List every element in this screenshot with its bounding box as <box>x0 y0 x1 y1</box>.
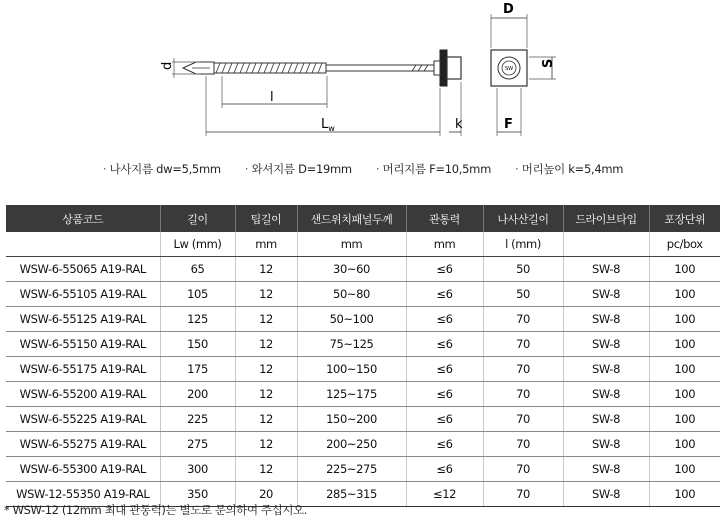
header-tip-length: 팁길이 <box>235 205 297 232</box>
spec-head-diameter: · 머리지름 F=10,5mm <box>376 161 491 181</box>
footnote: * WSW-12 (12mm 최대 관통력)는 별도로 문의하여 주십시오. <box>4 503 308 517</box>
table-cell: ≤6 <box>406 307 483 332</box>
table-cell: 70 <box>483 432 563 457</box>
table-cell: 100~150 <box>297 357 406 382</box>
table-cell: SW-8 <box>563 457 649 482</box>
unit-cell: Lw (mm) <box>160 232 235 257</box>
spec-washer-diameter: · 와셔지름 D=19mm <box>245 161 352 181</box>
table-cell: 100 <box>649 407 720 432</box>
table-cell: 70 <box>483 457 563 482</box>
table-cell: 175 <box>160 357 235 382</box>
table-cell: WSW-6-55150 A19-RAL <box>6 332 160 357</box>
unit-cell: pc/box <box>649 232 720 257</box>
table-cell: 70 <box>483 307 563 332</box>
header-length: 길이 <box>160 205 235 232</box>
table-cell: WSW-6-55300 A19-RAL <box>6 457 160 482</box>
table-cell: ≤6 <box>406 407 483 432</box>
table-cell: 100 <box>649 457 720 482</box>
table-cell: 100 <box>649 257 720 282</box>
table-cell: 50~80 <box>297 282 406 307</box>
table-cell: 200~250 <box>297 432 406 457</box>
table-cell: 70 <box>483 482 563 507</box>
table-cell: 70 <box>483 407 563 432</box>
table-cell: WSW-6-55065 A19-RAL <box>6 257 160 282</box>
table-cell: SW-8 <box>563 307 649 332</box>
units-row <box>6 232 720 257</box>
screw-thread <box>214 63 326 73</box>
table-cell: 12 <box>235 257 297 282</box>
table-cell: 50~100 <box>297 307 406 332</box>
table-cell: 100 <box>649 357 720 382</box>
table-cell: ≤6 <box>406 282 483 307</box>
product-table <box>6 205 720 507</box>
washer <box>440 50 447 86</box>
table-cell: 225~275 <box>297 457 406 482</box>
table-cell: SW-8 <box>563 332 649 357</box>
table-cell: 105 <box>160 282 235 307</box>
label-l: l <box>270 90 274 105</box>
table-cell: WSW-6-55125 A19-RAL <box>6 307 160 332</box>
label-socket: SW <box>504 66 514 72</box>
table-row <box>6 382 720 407</box>
table-cell: SW-8 <box>563 432 649 457</box>
table-cell: 150 <box>160 332 235 357</box>
header-product-code: 상품코드 <box>6 205 160 232</box>
unit-cell: l (mm) <box>483 232 563 257</box>
table-cell: 150~200 <box>297 407 406 432</box>
table-cell: 70 <box>483 382 563 407</box>
spec-head-height: · 머리높이 k=5,4mm <box>515 161 623 181</box>
table-cell: 20 <box>235 482 297 507</box>
unit-cell <box>6 232 160 257</box>
label-F: F <box>504 117 513 132</box>
table-cell: 100 <box>649 382 720 407</box>
table-cell: SW-8 <box>563 407 649 432</box>
screw-technical-drawing <box>0 0 726 150</box>
unit-cell: mm <box>297 232 406 257</box>
table-cell: SW-8 <box>563 257 649 282</box>
table-cell: SW-8 <box>563 357 649 382</box>
table-cell: 225 <box>160 407 235 432</box>
table-cell: 350 <box>160 482 235 507</box>
header-packing-unit: 포장단위 <box>649 205 720 232</box>
label-lw: $L_w$ <box>321 117 335 133</box>
label-d: d <box>160 61 175 70</box>
table-cell: 100 <box>649 332 720 357</box>
table-cell: 12 <box>235 432 297 457</box>
table-cell: 30~60 <box>297 257 406 282</box>
table-cell: WSW-6-55225 A19-RAL <box>6 407 160 432</box>
table-cell: 300 <box>160 457 235 482</box>
table-cell: ≤6 <box>406 382 483 407</box>
unit-cell: mm <box>235 232 297 257</box>
table-cell: 125~175 <box>297 382 406 407</box>
table-header-row <box>6 205 720 232</box>
table-cell: ≤6 <box>406 332 483 357</box>
header-thread-length: 나사산길이 <box>483 205 563 232</box>
table-cell: 275 <box>160 432 235 457</box>
table-cell: SW-8 <box>563 382 649 407</box>
table-cell: ≤12 <box>406 482 483 507</box>
table-cell: 12 <box>235 457 297 482</box>
table-cell: SW-8 <box>563 482 649 507</box>
table-cell: 70 <box>483 357 563 382</box>
table-cell: ≤6 <box>406 432 483 457</box>
table-cell: 12 <box>235 357 297 382</box>
table-cell: 12 <box>235 332 297 357</box>
table-cell: ≤6 <box>406 357 483 382</box>
table-row <box>6 457 720 482</box>
table-cell: 70 <box>483 332 563 357</box>
table-cell: 100 <box>649 282 720 307</box>
label-k: k <box>455 117 463 132</box>
table-row <box>6 332 720 357</box>
table-cell: 12 <box>235 382 297 407</box>
table-row <box>6 282 720 307</box>
header-penetration: 관통력 <box>406 205 483 232</box>
table-cell: 12 <box>235 307 297 332</box>
table-cell: WSW-6-55200 A19-RAL <box>6 382 160 407</box>
table-cell: WSW-6-55175 A19-RAL <box>6 357 160 382</box>
table-cell: 100 <box>649 432 720 457</box>
table-row <box>6 407 720 432</box>
spec-thread-diameter: · 나사지름 dw=5,5mm <box>103 161 221 181</box>
table-row <box>6 357 720 382</box>
screw-shank <box>326 65 434 71</box>
table-cell: 50 <box>483 257 563 282</box>
spec-line <box>0 161 726 181</box>
table-cell: WSW-6-55275 A19-RAL <box>6 432 160 457</box>
table-cell: 12 <box>235 407 297 432</box>
table-row <box>6 307 720 332</box>
table-cell: WSW-6-55105 A19-RAL <box>6 282 160 307</box>
unit-cell: mm <box>406 232 483 257</box>
table-cell: WSW-12-55350 A19-RAL <box>6 482 160 507</box>
table-cell: 125 <box>160 307 235 332</box>
table-cell: 200 <box>160 382 235 407</box>
table-cell: SW-8 <box>563 282 649 307</box>
table-row <box>6 257 720 282</box>
header-panel-thickness: 샌드위치패널두께 <box>297 205 406 232</box>
label-D: D <box>503 2 514 17</box>
table-cell: 50 <box>483 282 563 307</box>
table-cell: 285~315 <box>297 482 406 507</box>
table-cell: ≤6 <box>406 457 483 482</box>
header-drive-type: 드라이브타입 <box>563 205 649 232</box>
table-cell: 12 <box>235 282 297 307</box>
label-S: S <box>541 58 556 68</box>
table-cell: 75~125 <box>297 332 406 357</box>
table-cell: 65 <box>160 257 235 282</box>
table-row <box>6 432 720 457</box>
screw-head <box>447 57 461 79</box>
screw-front-view <box>491 50 527 86</box>
table-cell: 100 <box>649 307 720 332</box>
table-cell: ≤6 <box>406 257 483 282</box>
table-cell: 100 <box>649 482 720 507</box>
unit-cell <box>563 232 649 257</box>
